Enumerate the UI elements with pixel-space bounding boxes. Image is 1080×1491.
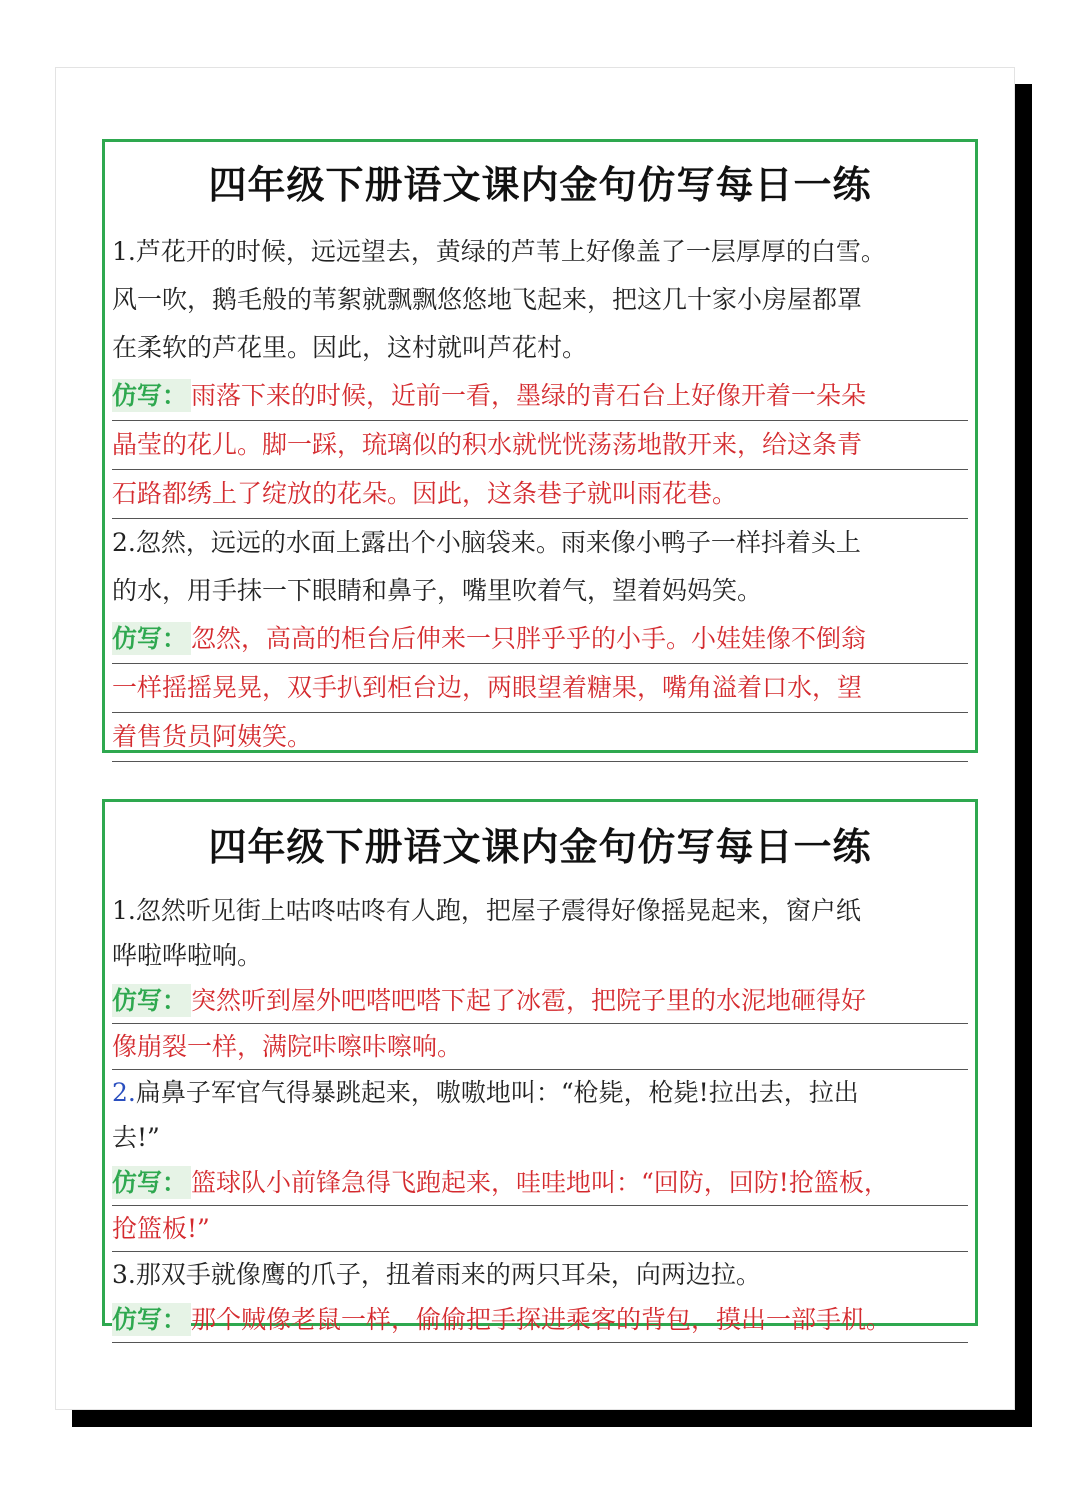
original-sentence-line: 3.那双手就像鹰的爪子，扭着雨来的两只耳朵，向两边拉。: [112, 1260, 761, 1289]
imitation-line: 着售货员阿姨笑。: [112, 713, 968, 762]
original-sentence-line: 去!”: [112, 1123, 160, 1152]
imitation-line: [112, 372, 968, 421]
imitation-label: 仿写：: [112, 379, 191, 412]
imitation-line: [112, 1160, 968, 1206]
imitation-text: 那个贼像老鼠一样，偷偷把手探进乘客的背包，摸出一部手机。: [191, 1305, 892, 1334]
imitation-text: 篮球队小前锋急得飞跑起来，哇哇地叫：“回防，回防!抢篮板，: [191, 1168, 889, 1197]
original-sentence-line: 哗啦哗啦响。: [112, 941, 263, 970]
card-body: [112, 888, 968, 1343]
original-sentence-line: 的水，用手抹一下眼睛和鼻子，嘴里吹着气，望着妈妈笑。: [112, 576, 763, 605]
imitation-line: [112, 1297, 968, 1343]
imitation-line: [112, 615, 968, 664]
original-sentence-line: [112, 1070, 968, 1115]
card-title: 四年级下册语文课内金句仿写每日一练: [208, 163, 872, 207]
imitation-label: 仿写：: [112, 984, 191, 1017]
worksheet-card-1: [102, 139, 978, 753]
worksheet-card-2: [102, 799, 978, 1334]
original-sentence-line: 2.忽然，远远的水面上露出个小脑袋来。雨来像小鸭子一样抖着头上: [112, 528, 861, 557]
imitation-label: 仿写：: [112, 1166, 191, 1199]
imitation-text: 忽然，高高的柜台后伸来一只胖乎乎的小手。小娃娃像不倒翁: [191, 624, 867, 653]
imitation-line: [112, 978, 968, 1024]
original-sentence-line: 在柔软的芦花里。因此，这村就叫芦花村。: [112, 333, 588, 362]
imitation-text: 雨落下来的时候，近前一看，墨绿的青石台上好像开着一朵朵: [191, 381, 867, 410]
card-body: [112, 228, 968, 762]
imitation-line: 石路都绣上了绽放的花朵。因此，这条巷子就叫雨花巷。: [112, 470, 968, 519]
imitation-line: 晶莹的花儿。脚一踩，琉璃似的积水就恍恍荡荡地散开来，给这条青: [112, 421, 968, 470]
original-sentence-line: 1.忽然听见街上咕咚咕咚有人跑，把屋子震得好像摇晃起来，窗户纸: [112, 896, 861, 925]
imitation-label: 仿写：: [112, 622, 191, 655]
imitation-line: 抢篮板!”: [112, 1206, 968, 1252]
imitation-line: 像崩裂一样，满院咔嚓咔嚓响。: [112, 1024, 968, 1070]
original-sentence-text: 扁鼻子军官气得暴跳起来，嗷嗷地叫：“枪毙，枪毙!拉出去，拉出: [135, 1078, 859, 1107]
imitation-line: 一样摇摇晃晃，双手扒到柜台边，两眼望着糖果，嘴角溢着口水，望: [112, 664, 968, 713]
imitation-label: 仿写：: [112, 1303, 191, 1336]
original-sentence-line: 1.芦花开的时候，远远望去，黄绿的芦苇上好像盖了一层厚厚的白雪。: [112, 237, 886, 266]
original-sentence-line: 风一吹，鹅毛般的苇絮就飘飘悠悠地飞起来，把这几十家小房屋都罩: [112, 285, 863, 314]
card-title: 四年级下册语文课内金句仿写每日一练: [208, 825, 872, 869]
item-number: 2.: [112, 1078, 136, 1107]
imitation-text: 突然听到屋外吧嗒吧嗒下起了冰雹，把院子里的水泥地砸得好: [191, 986, 867, 1015]
